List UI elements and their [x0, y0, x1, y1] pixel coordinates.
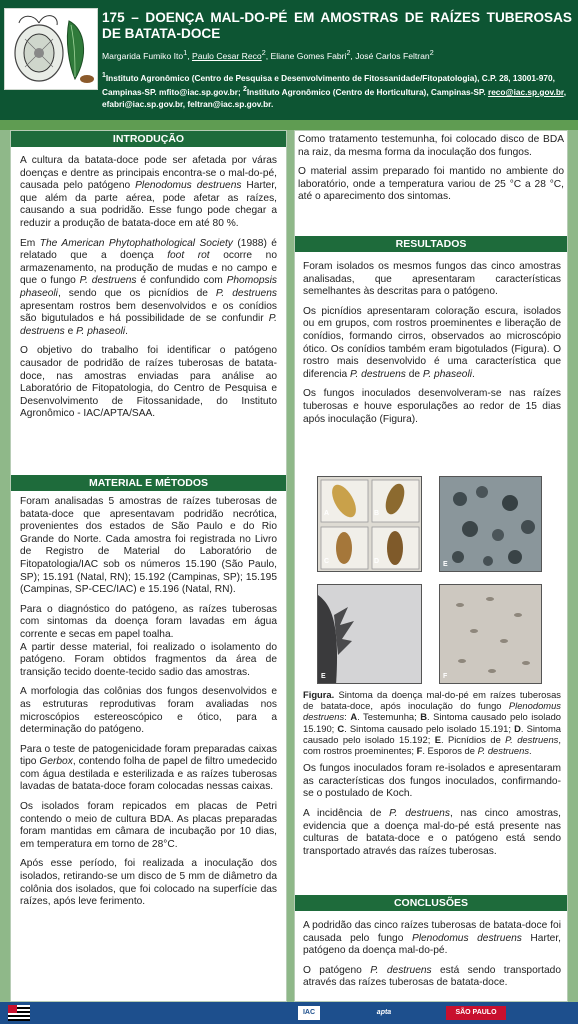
paragraph: Foram analisadas 5 amostras de raízes tuberosas de batata-doce que apresentavam podridão necrótica, provenientes dos estados de São Paulo e do Rio Grande do Norte. Cada amostra foi registrada no Livro de Registro de Material do Laboratório de Fitopatologia/IAC sob os números 15.190 (São Paulo, SP); 15.191 (Natal, RN); 15.192 (Campinas, SP); 15.195 (Campinas, SP-CEC/IAC) e 15.196 (Natal, RN).: [20, 496, 277, 596]
affiliation-text: Instituto Agronômico (Centro de Pesquisa e Desenvolvimento de Fitossanidade/Fitopatologia), C.P. 28, 13001-970, Campinas-SP. mfito@iac.sp.gov.br;: [102, 72, 555, 97]
right-column: [294, 130, 568, 1002]
author-name: Eliane Gomes Fabri: [270, 50, 347, 61]
panel-label: B: [374, 510, 380, 517]
resultados-text-continued: [303, 689, 561, 865]
affiliation-text: Instituto Agronômico (Centro de Horticultura), Campinas-SP.: [246, 86, 488, 97]
author-affiliation-mark: 2: [346, 49, 351, 57]
paragraph: Os fungos inoculados foram re-isolados e apresentaram as características dos fungos inoculados, confirmando-se o postulado de Koch.: [303, 763, 561, 800]
left-column: [10, 130, 287, 1002]
figure-panels: [317, 476, 549, 686]
paragraph: Os picnídios apresentaram coloração escura, isolados ou em grupos, com rostros proeminentes e liberação de conídios, formando cirros, observados ao microscópio ótico. Os conídios também eram bigotulados (Figura). O rostro mais desenvolvido é uma característica que diferencia P. destruens de P. phaseoli.: [303, 305, 561, 380]
panel-label: A: [324, 510, 330, 517]
figure-panel-rostrum: [317, 584, 422, 684]
paragraph: A podridão das cinco raízes tuberosas de batata-doce foi causada pelo fungo Plenodomus destruens Harter, patógeno da doença mal-do-pé.: [303, 920, 562, 957]
panel-label: E: [443, 561, 448, 568]
presenting-author-name: Paulo Cesar Reco: [191, 50, 262, 61]
author-name: Margarida Fumiko Ito: [102, 50, 184, 61]
email-link[interactable]: reco@iac.sp.gov.br: [487, 86, 564, 97]
author-affiliation-mark: 2: [429, 49, 434, 57]
author-name: José Carlos Feltran: [355, 50, 430, 61]
panel-label: E: [321, 673, 326, 680]
paragraph: A incidência de P. destruens, nas cinco amostras, evidencia que a doença mal-do-pé está presente nas culturas de batata-doce e o patógeno está sendo transportado através das raízes tuberosas.: [303, 808, 561, 857]
section-heading-conclusoes: CONCLUSÕES: [295, 895, 567, 911]
paragraph: Foram isolados os mesmos fungos das cinco amostras analisadas, que apresentaram características semelhantes às descritas para o patógeno.: [303, 261, 561, 298]
resultados-text: [303, 261, 561, 433]
paragraph: O objetivo do trabalho foi identificar o patógeno causador de podridão de raízes tuberosas de batata-doce, nas amostras enviadas para análise ao Laboratório de Fitopatologia, do Centro de Pesquisa e Desenvolvimento de Fitossanidade, do Instituto Agronômico - IAC/APTA/SAA.: [20, 345, 277, 420]
paragraph: Em The American Phytophathological Society (1988) é relatado que a doença foot rot ocorre no armazenamento, na produção de mudas e no campo e que o fungo P. destruens é confundido com Phomopsis phaseoli, sendo que os picnídios de P. destruens apresentam rostros bem desenvolvidos e os conídios são bigutulados e há possibilidade de se confundir P. destruens e P. phaseoli.: [20, 237, 277, 337]
figure-caption: Figura. Sintoma da doença mal-do-pé em raízes tuberosas de batata-doce, após inoculação do fungo Plenodomus destruens: A. Testemunha; B. Sintoma causado pelo isolado 15.190; C. Sintoma causado pelo isolado 15.191; D. Sintoma causado pelo isolado 15.192; E. Picnídios de P. destruens, com rostros proeminentes; F. Esporos de P. destruens.: [303, 689, 561, 757]
iac-logo: IAC: [298, 1006, 320, 1020]
sao-paulo-flag-icon: [8, 1005, 30, 1021]
material-text: [20, 496, 277, 916]
panel-label: C: [324, 558, 330, 565]
figure-panel-pycnidia: [439, 476, 542, 572]
affiliation-mark: 1: [102, 72, 106, 79]
figure-panel-roots: [317, 476, 422, 572]
paragraph: O material assim preparado foi mantido no ambiente do laboratório, onde a temperatura variou de 25 °C a 28 °C, até o aparecimento dos sintomas.: [298, 166, 564, 203]
affiliations: [102, 70, 572, 110]
paragraph: A cultura da batata-doce pode ser afetada por váras doenças e dentre as principais encontra-se o mal-do-pé, causada pelo patógeno Plenodomus destruens Harter, que além da parte aérea, pode afetar as raízes, causando a sua podridão. Esse fungo pode chegar a reduzir a produção de batata-doce em até 80 %.: [20, 155, 277, 229]
paragraph: O patógeno P. destruens está sendo transportado através das raízes tuberosas de batata-doce.: [303, 964, 561, 989]
paragraph: Para o teste de patogenicidade foram preparadas caixas tipo Gerbox, contendo folha de papel de filtro umedecido com água destilada e esterilizada e as raízes tuberosas lavadas de batata-doce foram colocadas nessas caixas.: [20, 743, 278, 793]
panel-label: F: [443, 673, 448, 680]
poster-header: [0, 0, 578, 120]
poster-title: 175 – DOENÇA MAL-DO-PÉ EM AMOSTRAS DE RAÍZES TUBEROSAS DE BATATA-DOCE: [102, 10, 572, 41]
paragraph: Após esse período, foi realizada a inoculação dos isolados, retirando-se um disco de 5 mm de diâmetro da colônia dos isolados, que foi colocado na superfície das raízes, após leve ferimento.: [20, 858, 277, 908]
paragraph: Os fungos inoculados desenvolveram-se nas raízes tuberosas e houve esporulações ao redor de 15 dias após inoculação (Figura).: [303, 388, 561, 425]
rostrum-micrograph-icon: [318, 585, 422, 684]
author-affiliation-mark: 1: [183, 49, 188, 57]
affiliation-mark: 2: [243, 85, 247, 93]
sweet-potato-logo: [4, 8, 98, 90]
affiliation-text: , efabri@iac.sp.gov.br, feltran@iac.sp.gov.br.: [102, 86, 567, 109]
metodos-continuacao-text: [298, 134, 564, 211]
spores-micrograph-icon: [440, 585, 542, 684]
section-heading-introducao: INTRODUÇÃO: [11, 131, 286, 147]
poster-footer: [0, 1002, 578, 1024]
introducao-text: [20, 155, 277, 428]
paragraph: A morfologia das colônias dos fungos desenvolvidos e as estruturas reprodutivas foram avaliadas nos microscópios estereoscópico e ótico, para a determinação do patógeno.: [20, 686, 277, 736]
section-heading-material: MATERIAL E MÉTODOS: [11, 475, 286, 491]
conclusoes-text: [303, 920, 561, 997]
paragraph: Para o diagnóstico do patógeno, as raízes tuberosas com sintomas da doença foram lavadas em água corrente e secas em papel toalha.: [20, 603, 277, 640]
panel-label: D: [374, 558, 380, 565]
apta-logo: apta: [376, 1009, 392, 1016]
section-heading-resultados: RESULTADOS: [295, 236, 567, 252]
author-list: Margarida Fumiko Ito$^1$, Paulo Cesar Reco$^2$, Eliane Gomes Fabri$^2$, José Carlos Feltran$^2$: [102, 49, 434, 61]
figure-panel-spores: [439, 584, 542, 684]
sweet-potato-illustration-icon: [5, 9, 98, 90]
author-affiliation-mark: 2: [261, 49, 266, 57]
pycnidia-micrograph-icon: [440, 477, 542, 572]
paragraph: Os isolados foram repicados em placas de Petri contendo o meio de cultura BDA. As placas preparadas foram mantidas em câmara de incubação por 10 dias, em temperatura em torno de 28°C.: [20, 801, 277, 850]
sweet-potato-boxes-icon: [318, 477, 422, 572]
header-divider: [0, 120, 578, 130]
paragraph: Como tratamento testemunha, foi colocado disco de BDA na raiz, da mesma forma da inoculação dos fungos.: [298, 134, 564, 158]
sao-paulo-government-logo: SÃO PAULO: [446, 1006, 506, 1020]
paragraph: A partir desse material, foi realizado o isolamento do patógeno. Foram obtidos fragmentos da área de transição tecido doente-tecido sadio das amostras.: [20, 641, 277, 678]
